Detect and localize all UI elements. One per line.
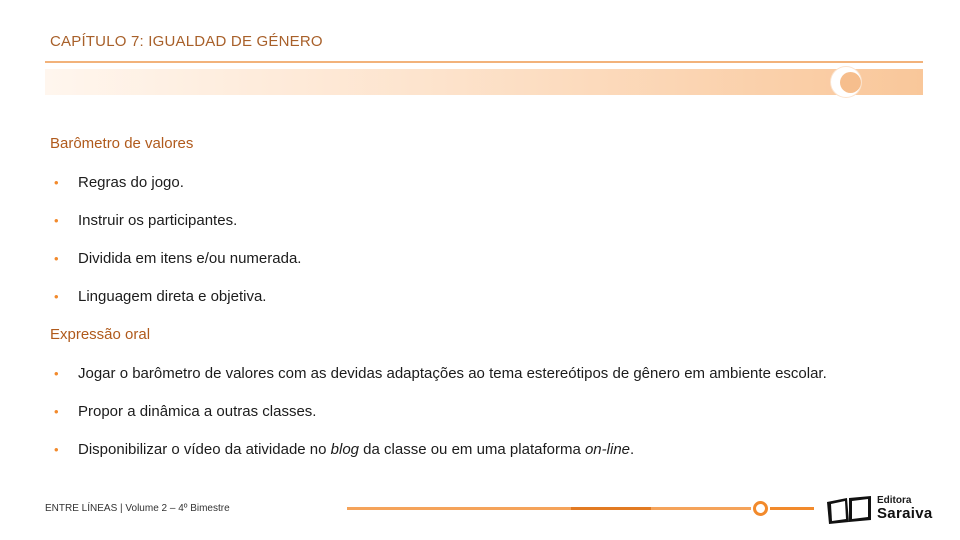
list-item-text bbox=[78, 441, 634, 459]
book-logo-icon bbox=[825, 496, 873, 524]
emphasis-online: on-line bbox=[584, 441, 630, 458]
list-item-text: Propor a dinâmica a outras classes. bbox=[78, 403, 317, 420]
bullet-icon: • bbox=[54, 404, 59, 419]
list-item-text: Jogar o barômetro de valores com as devidas adaptações ao tema estereótipos de gênero em ambiente escolar. bbox=[78, 365, 827, 382]
bullet-icon: • bbox=[54, 442, 59, 457]
bullet-icon: • bbox=[54, 213, 59, 228]
chapter-title: CAPÍTULO 7: IGUALDAD DE GÉNERO bbox=[50, 33, 323, 50]
section-heading-expressao: Expressão oral bbox=[50, 326, 151, 343]
footer-line-accent bbox=[571, 507, 651, 510]
list-item-text: Linguagem direta e objetiva. bbox=[78, 288, 267, 305]
text-segment: . bbox=[630, 441, 635, 458]
publisher-logo bbox=[825, 494, 940, 524]
footer-ring-icon bbox=[753, 501, 768, 516]
section-heading-barometro: Barômetro de valores bbox=[50, 135, 194, 152]
header-gradient-bar bbox=[45, 69, 923, 95]
list-item-text: Regras do jogo. bbox=[78, 174, 184, 191]
footer-line-right bbox=[770, 507, 814, 510]
top-rule bbox=[45, 61, 923, 63]
logo-label-small: Editora bbox=[877, 495, 912, 506]
text-segment: Disponibilizar o vídeo da atividade no bbox=[78, 441, 331, 458]
list-item-text: Instruir os participantes. bbox=[78, 212, 238, 229]
bullet-icon: • bbox=[54, 175, 59, 190]
header-dot-icon bbox=[840, 72, 861, 93]
list-item-text: Dividida em itens e/ou numerada. bbox=[78, 250, 302, 267]
footer-text: ENTRE LÍNEAS | Volume 2 – 4º Bimestre bbox=[45, 503, 230, 514]
bullet-icon: • bbox=[54, 251, 59, 266]
text-segment: da classe ou em uma plataforma bbox=[359, 441, 585, 458]
bullet-icon: • bbox=[54, 289, 59, 304]
logo-label-big: Saraiva bbox=[877, 505, 933, 522]
footer-line bbox=[347, 507, 751, 510]
emphasis-blog: blog bbox=[330, 441, 360, 458]
bullet-icon: • bbox=[54, 366, 59, 381]
